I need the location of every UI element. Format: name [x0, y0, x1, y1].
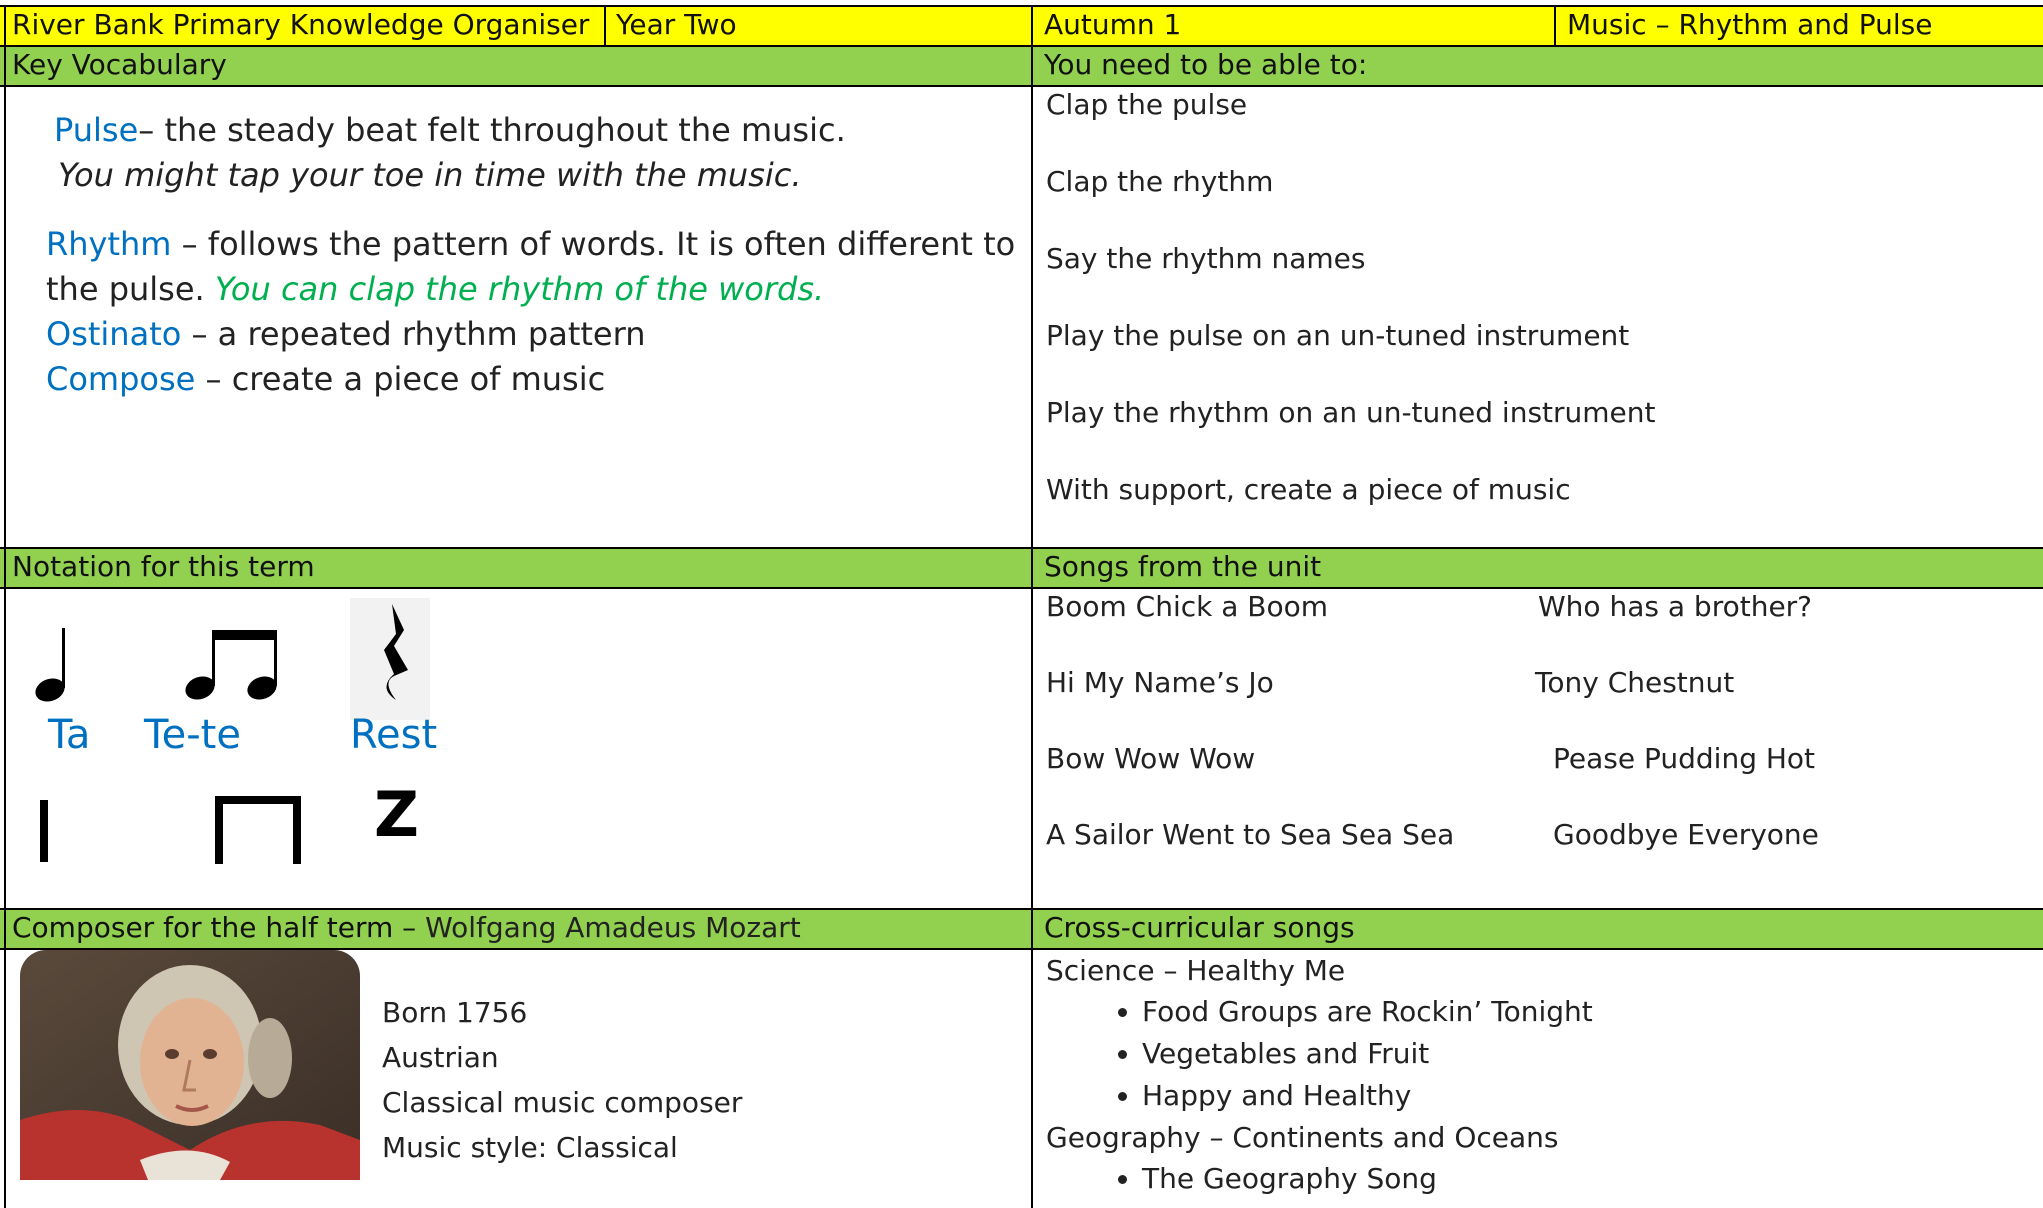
vocab-body	[46, 108, 1026, 402]
subject-label: Music – Rhythm and Pulse	[1555, 6, 2043, 46]
science-song-item: • Vegetables and Fruit	[1142, 1033, 1593, 1075]
science-song-item: • Happy and Healthy	[1142, 1075, 1593, 1117]
table-border	[0, 908, 2043, 910]
songs-heading: Songs from the unit	[1032, 548, 2043, 588]
song-item: Bow Wow Wow	[1046, 742, 1256, 775]
rhythm-definition-2: the pulse.	[46, 270, 215, 308]
rhythm-definition-1: – follows the pattern of words. It is often different to	[171, 225, 1016, 263]
song-item: Goodbye Everyone	[1553, 818, 1819, 851]
fact-item: Classical music composer	[382, 1086, 743, 1119]
table-border	[0, 5, 2043, 7]
song-item: A Sailor Went to Sea Sea Sea	[1046, 818, 1455, 851]
cross-body	[1046, 950, 1593, 1200]
composer-heading-label: Composer for the half term –	[12, 911, 426, 944]
skill-item: Play the pulse on an un-tuned instrument	[1046, 319, 1630, 352]
vocab-heading: Key Vocabulary	[0, 46, 1032, 86]
rhythm-example: You can clap the rhythm of the words.	[214, 270, 825, 308]
mozart-portrait	[20, 950, 360, 1180]
school-title: River Bank Primary Knowledge Organiser	[0, 6, 604, 46]
table-border	[1554, 5, 1556, 46]
ta-label: Ta	[48, 712, 91, 758]
science-song-list	[1046, 991, 1593, 1117]
ostinato-definition: – a repeated rhythm pattern	[181, 315, 646, 353]
science-heading: Science – Healthy Me	[1046, 954, 1346, 987]
year-label: Year Two	[604, 6, 1032, 46]
cross-heading: Cross-curricular songs	[1032, 909, 2043, 949]
table-border	[4, 5, 6, 1208]
composer-facts	[382, 990, 742, 1170]
skill-item: Play the rhythm on an un-tuned instrument	[1046, 396, 1656, 429]
table-border	[604, 5, 606, 46]
quaver-pair-icon	[182, 630, 280, 703]
pulse-example: You might tap your toe in time with the music.	[58, 156, 802, 194]
song-item: Pease Pudding Hot	[1553, 742, 1816, 775]
fact-item: Music style: Classical	[382, 1131, 678, 1164]
term-label: Autumn 1	[1032, 6, 1555, 46]
geography-song-list	[1046, 1158, 1593, 1200]
song-item: Boom Chick a Boom	[1046, 590, 1329, 623]
composer-name: Wolfgang Amadeus Mozart	[425, 911, 801, 944]
skill-item: Say the rhythm names	[1046, 242, 1366, 275]
crotchet-note-icon	[32, 628, 68, 705]
crotchet-rest-icon	[350, 598, 430, 720]
rhythm-entry-line2	[46, 267, 1026, 312]
compose-entry	[46, 357, 1026, 402]
stick-rest-symbol: Z	[374, 778, 419, 851]
song-item: Tony Chestnut	[1535, 666, 1735, 699]
table-border	[0, 587, 2043, 589]
pulse-term: Pulse	[54, 111, 139, 149]
stick-tete-icon	[215, 796, 301, 864]
table-border	[0, 45, 2043, 47]
compose-term: Compose	[46, 360, 196, 398]
tete-label: Te-te	[144, 712, 241, 758]
rhythm-term: Rhythm	[46, 225, 172, 263]
pulse-entry	[54, 108, 1026, 153]
fact-item: Born 1756	[382, 996, 528, 1029]
stick-ta-icon	[40, 800, 48, 862]
rhythm-entry	[46, 222, 1026, 267]
science-song-item: • Food Groups are Rockin’ Tonight	[1142, 991, 1593, 1033]
skill-item: With support, create a piece of music	[1046, 473, 1571, 506]
song-item: Who has a brother?	[1538, 590, 1813, 623]
table-border	[0, 85, 2043, 87]
skills-heading: You need to be able to:	[1032, 46, 2043, 86]
skill-item: Clap the pulse	[1046, 88, 1248, 121]
geography-heading: Geography – Continents and Oceans	[1046, 1121, 1559, 1154]
skill-item: Clap the rhythm	[1046, 165, 1274, 198]
table-border	[0, 948, 2043, 950]
pulse-definition: – the steady beat felt throughout the music.	[138, 111, 846, 149]
geography-song-item: • The Geography Song	[1142, 1158, 1593, 1200]
ostinato-term: Ostinato	[46, 315, 182, 353]
rest-label: Rest	[350, 712, 438, 758]
song-item: Hi My Name’s Jo	[1046, 666, 1274, 699]
compose-definition: – create a piece of music	[195, 360, 606, 398]
table-border	[1031, 5, 1033, 1208]
table-border	[0, 547, 2043, 549]
fact-item: Austrian	[382, 1041, 499, 1074]
ostinato-entry	[46, 312, 1026, 357]
composer-heading	[0, 909, 1032, 949]
notation-heading: Notation for this term	[0, 548, 1032, 588]
